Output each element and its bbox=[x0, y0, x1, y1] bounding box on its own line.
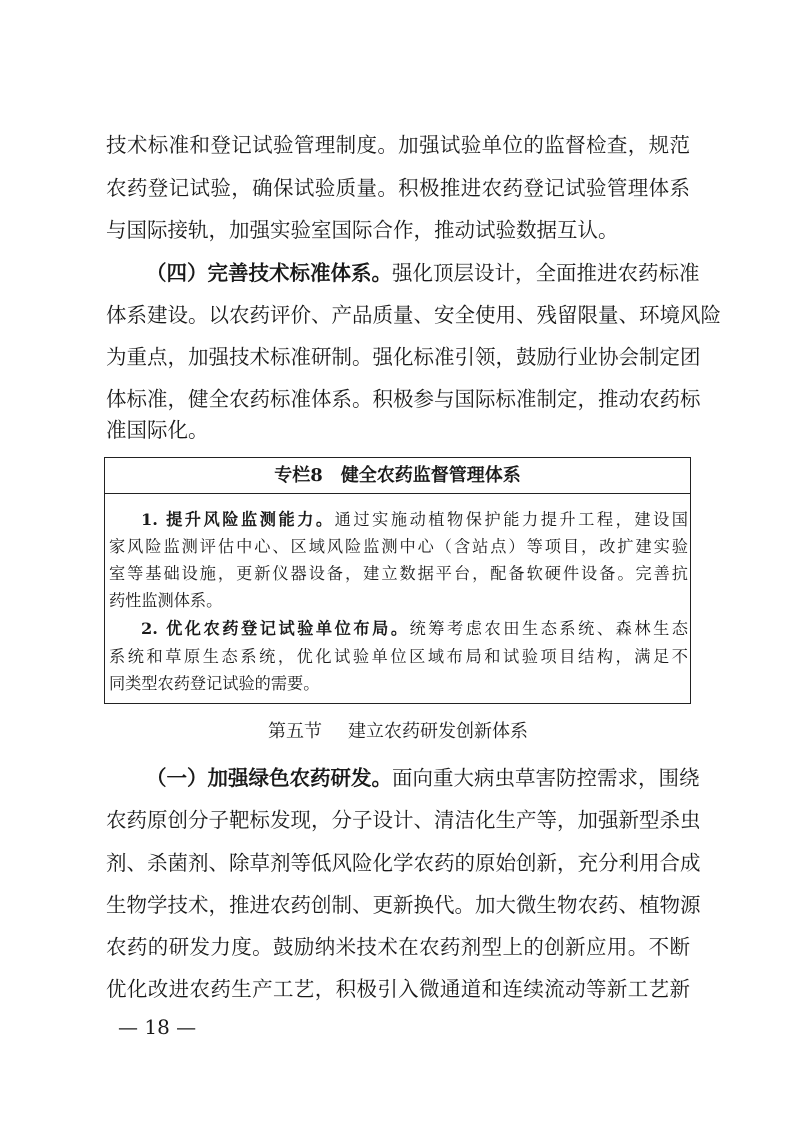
section-heading bbox=[106, 717, 690, 747]
intro-line-2: 农药登记试验，确保试验质量。积极推进农药登记试验管理体系 bbox=[106, 176, 690, 200]
page-number: — 18 — bbox=[118, 1015, 197, 1039]
column-title: 健全农药监督管理体系 bbox=[340, 465, 521, 486]
box-item1-line1-text: 通过实施动植物保护能力提升工程，建设国 bbox=[334, 510, 688, 529]
intro-line-3: 与国际接轨，加强实验室国际合作，推动试验数据互认。 bbox=[106, 218, 619, 242]
s5-item1-line-3: 剂、杀菌剂、除草剂等低风险化学农药的原始创新，充分利用合成 bbox=[106, 851, 701, 875]
intro-line-1: 技术标准和登记试验管理制度。加强试验单位的监督检查，规范 bbox=[106, 133, 690, 157]
s5-item1-heading: （一）加强绿色农药研发。 bbox=[146, 766, 392, 790]
item4-line-5: 准国际化。 bbox=[106, 418, 209, 442]
s5-item1-line-4: 生物学技术，推进农药创制、更新换代。加大微生物农药、植物源 bbox=[106, 893, 701, 917]
s5-item1-line-5: 农药的研发力度。鼓励纳米技术在农药剂型上的创新应用。不断 bbox=[106, 935, 690, 959]
item4-line-4: 体标准，健全农药标准体系。积极参与国际标准制定，推动农药标 bbox=[106, 387, 701, 411]
s5-item1-line-1 bbox=[106, 760, 700, 796]
section-label: 第五节 bbox=[268, 721, 322, 742]
item4-line1-text: 强化顶层设计，全面推进农药标准 bbox=[392, 261, 700, 285]
box-item1-heading: 1. 提升风险监测能力。 bbox=[141, 510, 335, 529]
item4-line-2: 体系建设。以农药评价、产品质量、安全使用、残留限量、环境风险 bbox=[106, 303, 721, 327]
s5-item1-line-2: 农药原创分子靶标发现，分子设计、清洁化生产等，加强新型杀虫 bbox=[106, 808, 701, 832]
box-item1-line-1 bbox=[109, 507, 688, 533]
box-item2-heading: 2. 优化农药登记试验单位布局。 bbox=[141, 619, 410, 638]
box-item2-line1-text: 统筹考虑农田生态系统、森林生态 bbox=[409, 619, 688, 638]
box-item1-line-4: 药性监测体系。 bbox=[109, 591, 223, 610]
s5-item1-line1-text: 面向重大病虫草害防控需求，围绕 bbox=[392, 766, 700, 790]
column-box-title bbox=[104, 457, 691, 494]
item4-heading: （四）完善技术标准体系。 bbox=[146, 261, 392, 285]
section-title: 建立农药研发创新体系 bbox=[348, 721, 528, 742]
box-item2-line-3: 同类型农药登记试验的需要。 bbox=[109, 674, 320, 693]
box-item1-line-3: 室等基础设施，更新仪器设备，建立数据平台，配备软硬件设备。完善抗 bbox=[109, 564, 688, 583]
column-label: 专栏8 bbox=[274, 465, 323, 486]
s5-item1-line-6: 优化改进农药生产工艺，积极引入微通道和连续流动等新工艺新 bbox=[106, 977, 690, 1001]
box-item2-line-2: 系统和草原生态系统，优化试验单位区域布局和试验项目结构，满足不 bbox=[109, 647, 688, 666]
item4-line-3: 为重点，加强技术标准研制。强化标准引领，鼓励行业协会制定团 bbox=[106, 345, 701, 369]
item4-line-1 bbox=[106, 255, 700, 291]
box-item2-line-1 bbox=[109, 616, 688, 642]
box-item1-line-2: 家风险监测评估中心、区域风险监测中心（含站点）等项目，改扩建实验 bbox=[109, 537, 688, 556]
